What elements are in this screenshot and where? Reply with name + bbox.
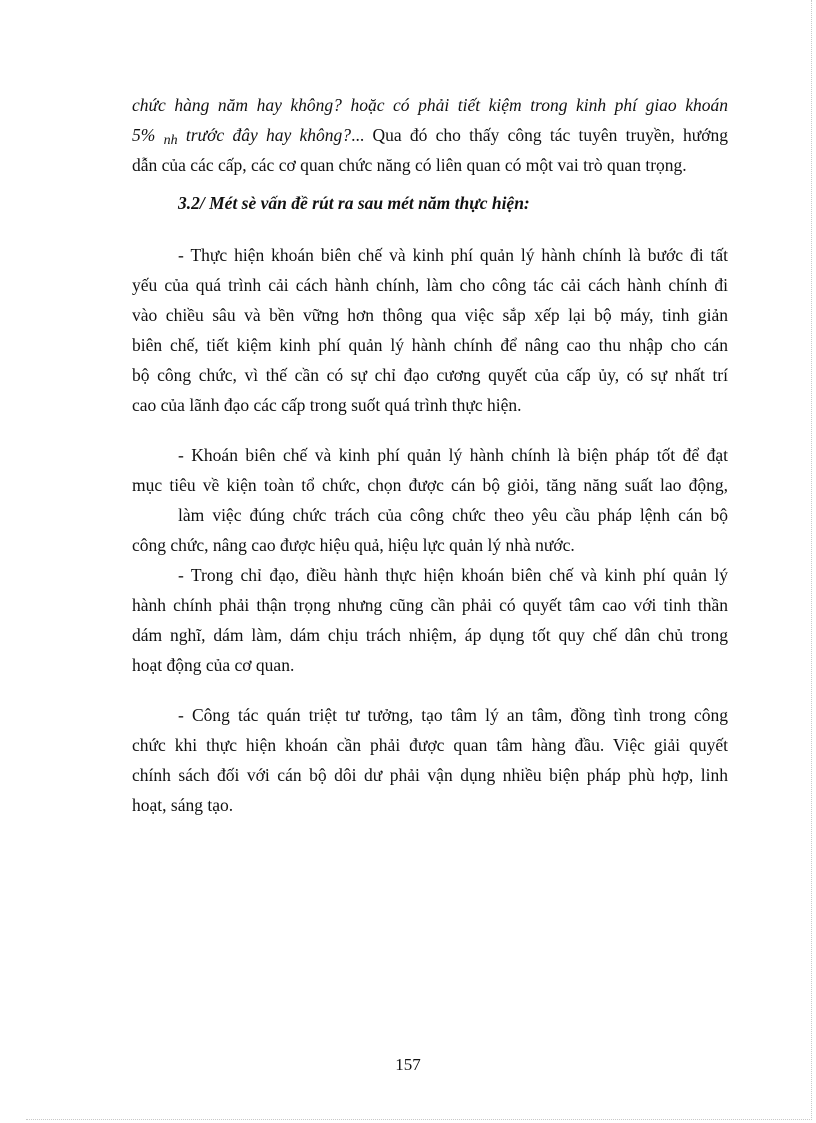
paragraph-2-line: mục tiêu về kiện toàn tổ chức, chọn được cán bộ giỏi, tăng năng suất lao động, — [132, 475, 728, 495]
paragraph-1-line: vào chiều sâu và bền vững hơn thông qua việc sắp xếp lại bộ máy, tinh giản — [132, 305, 728, 325]
document-body — [132, 90, 728, 820]
paragraph-3-line: hoạt động của cơ quan. — [132, 655, 295, 675]
paragraph-4-line: - Công tác quán triệt tư tưởng, tạo tâm lý an tâm, đồng tình trong công — [178, 705, 728, 725]
paragraph-1-line: biên chế, tiết kiệm kinh phí quản lý hành chính để nâng cao thu nhập cho cán — [132, 335, 728, 355]
section-heading: 3.2/ Mét sè vấn đề rút ra sau mét năm thực hiện: — [178, 193, 530, 213]
intro-line-2-percent: 5% — [132, 125, 164, 145]
paragraph-2 — [132, 440, 728, 560]
intro-line-2-normal: ... Qua đó cho thấy công tác tuyên truyền, hướng — [351, 125, 729, 145]
paragraph-1-line: yếu của quá trình cải cách hành chính, làm cho công tác cải cách hành chính đi — [132, 275, 728, 295]
paragraph-3 — [132, 560, 728, 680]
paragraph-3-line: - Trong chỉ đạo, điều hành thực hiện khoán biên chế và kinh phí quản lý — [178, 565, 728, 585]
paragraph-2-line: công chức, nâng cao được hiệu quả, hiệu lực quản lý nhà nước. — [132, 535, 575, 555]
paragraph-1-line: cao của lãnh đạo các cấp trong suốt quá trình thực hiện. — [132, 395, 522, 415]
intro-line-3: dẫn của các cấp, các cơ quan chức năng có liên quan có một vai trò quan trọng. — [132, 155, 687, 175]
paragraph-2-line: làm việc đúng chức trách của công chức theo yêu cầu pháp lệnh cán bộ — [178, 505, 728, 525]
paragraph-1-line: bộ công chức, vì thế cần có sự chỉ đạo cương quyết của cấp ủy, có sự nhất trí — [132, 365, 728, 385]
intro-line-2 — [132, 120, 728, 150]
paragraph-4 — [132, 700, 728, 820]
paragraph-4-line: chính sách đối với cán bộ dôi dư phải vận dụng nhiều biện pháp phù hợp, linh — [132, 765, 728, 785]
paragraph-3-line: dám nghĩ, dám làm, dám chịu trách nhiệm, áp dụng tốt quy chế dân chủ trong — [132, 625, 728, 645]
paragraph-2-line: - Khoán biên chế và kinh phí quản lý hành chính là biện pháp tốt để đạt — [178, 445, 728, 465]
page-number: 157 — [395, 1055, 421, 1074]
intro-line-2-sub: nh — [163, 133, 178, 148]
intro-line-2-italic-rest: trước đây hay không? — [177, 125, 352, 145]
paragraph-4-line: hoạt, sáng tạo. — [132, 795, 234, 815]
intro-paragraph — [132, 90, 728, 180]
paragraph-1 — [132, 240, 728, 420]
paragraph-1-line: - Thực hiện khoán biên chế và kinh phí quản lý hành chính là bước đi tất — [178, 245, 728, 265]
paragraph-3-line: hành chính phải thận trọng nhưng cũng cần phải có quyết tâm cao với tinh thần — [132, 595, 728, 615]
paragraph-4-line: chức khi thực hiện khoán cần phải được quan tâm hàng đầu. Việc giải quyết — [132, 735, 728, 755]
intro-line-1: chức hàng năm hay không? hoặc có phải tiết kiệm trong kinh phí giao khoán — [132, 95, 728, 115]
